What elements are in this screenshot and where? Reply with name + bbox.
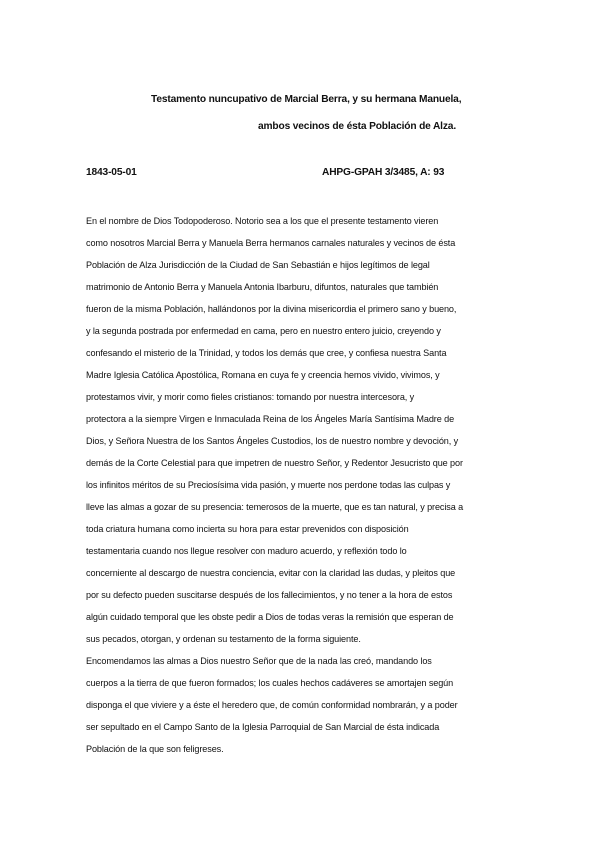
body-line: y la segunda postrada por enfermedad en cama, pero en nuestro entero juicio, creyendo y bbox=[86, 326, 441, 336]
body-line: Madre Iglesia Católica Apostólica, Romana en cuya fe y creencia hemos vivido, vivimos, y bbox=[86, 370, 440, 380]
archive-reference: AHPG-GPAH 3/3485, A: 93 bbox=[322, 167, 445, 178]
body-line: algún cuidado temporal que les obste pedir a Dios de todas veras la remisión que esperan de bbox=[86, 612, 454, 622]
body-line: Dios, y Señora Nuestra de los Santos Ángeles Custodios, los de nuestro nombre y devoción, y bbox=[86, 436, 459, 446]
document-body bbox=[86, 210, 516, 760]
body-line: Población de Alza Jurisdicción de la Ciudad de San Sebastián e hijos legítimos de legal bbox=[86, 260, 430, 270]
body-line: Encomendamos las almas a Dios nuestro Señor que de la nada las creó, mandando los bbox=[86, 656, 432, 666]
body-line: concerniente al descargo de nuestra conciencia, evitar con la claridad las dudas, y pleitos que bbox=[86, 568, 456, 578]
body-line: protestamos vivir, y morir como fieles cristianos: tomando por nuestra intercesora, y bbox=[86, 392, 415, 402]
body-line: como nosotros Marcial Berra y Manuela Berra hermanos carnales naturales y vecinos de ésta bbox=[86, 238, 456, 248]
document-title-line-1: Testamento nuncupativo de Marcial Berra, y su hermana Manuela, bbox=[151, 94, 462, 105]
document-title-line-2: ambos vecinos de ésta Población de Alza. bbox=[258, 121, 457, 132]
body-line: Población de la que son feligreses. bbox=[86, 744, 224, 754]
body-line: demás de la Corte Celestial para que impetren de nuestro Señor, y Redentor Jesucristo que por bbox=[86, 458, 463, 468]
body-line: cuerpos a la tierra de que fueron formados; los cuales hechos cadáveres se amortajen según bbox=[86, 678, 454, 688]
document-date: 1843-05-01 bbox=[86, 167, 137, 178]
body-line: sus pecados, otorgan, y ordenan su testamento de la forma siguiente. bbox=[86, 634, 361, 644]
body-line: toda criatura humana como incierta su hora para estar prevenidos con disposición bbox=[86, 524, 409, 534]
body-line: En el nombre de Dios Todopoderoso. Notorio sea a los que el presente testamento vieren bbox=[86, 216, 439, 226]
body-line: disponga el que viviere y a éste el heredero que, de común conformidad nombrarán, y a poder bbox=[86, 700, 458, 710]
body-line: por su defecto pueden suscitarse después de los fallecimientos, y no tener a la hora de estos bbox=[86, 590, 453, 600]
body-line: testamentaria cuando nos llegue resolver con maduro acuerdo, y reflexión todo lo bbox=[86, 546, 407, 556]
body-line: confesando el misterio de la Trinidad, y todos los demás que cree, y confiesa nuestra Santa bbox=[86, 348, 447, 358]
body-line: protectora a la siempre Virgen e Inmaculada Reina de los Ángeles María Santísima Madre de bbox=[86, 414, 455, 424]
body-line: los infinitos méritos de su Preciosísima vida pasión, y muerte nos perdone todas las culpas y bbox=[86, 480, 451, 490]
body-line: ser sepultado en el Campo Santo de la Iglesia Parroquial de San Marcial de ésta indicada bbox=[86, 722, 440, 732]
body-line: lleve las almas a gozar de su presencia: temerosos de la muerte, que es tan natural, y precisa a bbox=[86, 502, 464, 512]
body-line: fueron de la misma Población, hallándonos por la divina misericordia el primero sano y bueno, bbox=[86, 304, 457, 314]
body-line: matrimonio de Antonio Berra y Manuela Antonia Ibarburu, difuntos, naturales que también bbox=[86, 282, 439, 292]
